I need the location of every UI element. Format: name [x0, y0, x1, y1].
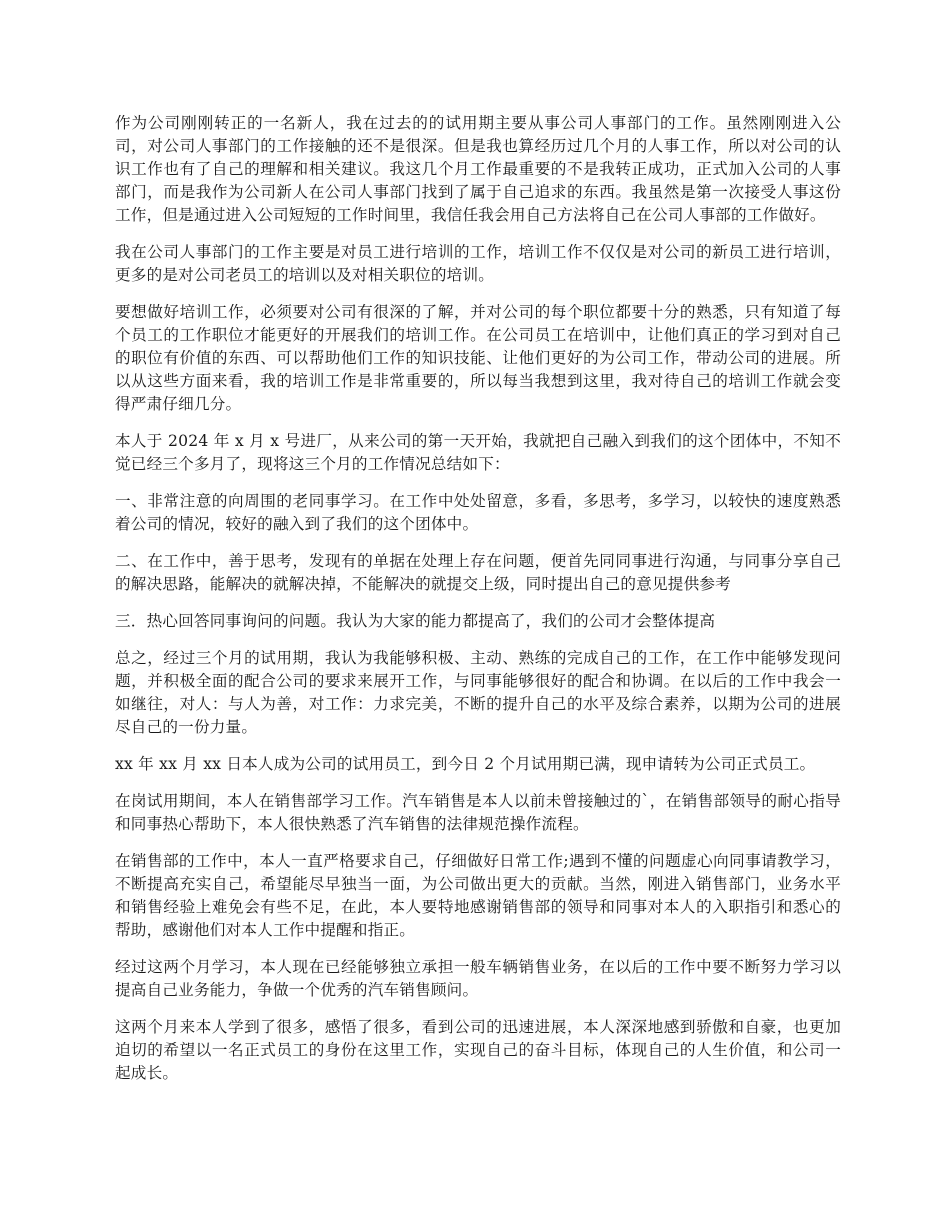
paragraph-8: 总之，经过三个月的试用期，我认为我能够积极、主动、熟练的完成自己的工作，在工作中能够发现问题，并积极全面的配合公司的要求来展开工作，与同事能够很好的配合和协调。在以后的工作中我会一如继往，对人：与人为善，对工作：力求完美，不断的提升自己的水平及综合素养，以期为公司的进展尽自己的一份力量。	[115, 649, 841, 736]
document-body	[115, 112, 841, 1099]
paragraph-7: 三．热心回答同事询问的问题。我认为大家的能力都提高了，我们的公司才会整体提高	[115, 612, 716, 630]
paragraph-6: 二、在工作中，善于思考，发现有的单据在处理上存在问题，便首先同同事进行沟通，与同事分享自己的解决思路，能解决的就解决掉，不能解决的就提交上级，同时提出自己的意见提供参考	[115, 552, 841, 593]
paragraph-9: xx 年 xx 月 xx 日本人成为公司的试用员工，到今日 2 个月试用期已满，现申请转为公司正式员工。	[115, 755, 816, 773]
paragraph-3: 要想做好培训工作，必须要对公司有很深的了解，并对公司的每个职位都要十分的熟悉，只有知道了每个员工的工作职位才能更好的开展我们的培训工作。在公司员工在培训中，让他们真正的学习到对自己的职位有价值的东西、可以帮助他们工作的知识技能、让他们更好的为公司工作，带动公司的进展。所以从这些方面来看，我的培训工作是非常重要的，所以每当我想到这里，我对待自己的培训工作就会变得严肃仔细几分。	[115, 303, 841, 413]
paragraph-5: 一、非常注意的向周围的老同事学习。在工作中处处留意，多看，多思考，多学习，以较快的速度熟悉着公司的情况，较好的融入到了我们的这个团体中。	[115, 492, 841, 533]
paragraph-1: 作为公司刚刚转正的一名新人，我在过去的的试用期主要从事公司人事部门的工作。虽然刚刚进入公司，对公司人事部门的工作接触的还不是很深。但是我也算经历过几个月的人事工作，所以对公司的认识工作也有了自己的理解和相关建议。我这几个月工作最重要的不是我转正成功，正式加入公司的人事部门，而是我作为公司新人在公司人事部门找到了属于自己追求的东西。我虽然是第一次接受人事这份工作，但是通过进入公司短短的工作时间里，我信任我会用自己方法将自己在公司人事部的工作做好。	[115, 114, 841, 224]
paragraph-10: 在岗试用期间，本人在销售部学习工作。汽车销售是本人以前未曾接触过的`，在销售部领导的耐心指导和同事热心帮助下，本人很快熟悉了汽车销售的法律规范操作流程。	[115, 792, 841, 833]
paragraph-13: 这两个月来本人学到了很多，感悟了很多，看到公司的迅速进展，本人深深地感到骄傲和自豪，也更加迫切的希望以一名正式员工的身份在这里工作，实现自己的奋斗目标，体现自己的人生价值，和公司一起成长。	[115, 1018, 841, 1082]
paragraph-4: 本人于 2024 年 x 月 x 号进厂，从来公司的第一天开始，我就把自己融入到我们的这个团体中，不知不觉已经三个多月了，现将这三个月的工作情况总结如下：	[115, 432, 841, 473]
paragraph-12: 经过这两个月学习，本人现在已经能够独立承担一般车辆销售业务，在以后的工作中要不断努力学习以提高自己业务能力，争做一个优秀的汽车销售顾问。	[115, 958, 841, 999]
paragraph-2: 我在公司人事部门的工作主要是对员工进行培训的工作，培训工作不仅仅是对公司的新员工进行培训，更多的是对公司老员工的培训以及对相关职位的培训。	[115, 243, 841, 284]
paragraph-11: 在销售部的工作中，本人一直严格要求自己，仔细做好日常工作;遇到不懂的问题虚心向同事请教学习，不断提高充实自己，希望能尽早独当一面，为公司做出更大的贡献。当然，刚进入销售部门，业务水平和销售经验上难免会有些不足，在此，本人要特地感谢销售部的领导和同事对本人的入职指引和悉心的帮助，感谢他们对本人工作中提醒和指正。	[115, 852, 841, 939]
